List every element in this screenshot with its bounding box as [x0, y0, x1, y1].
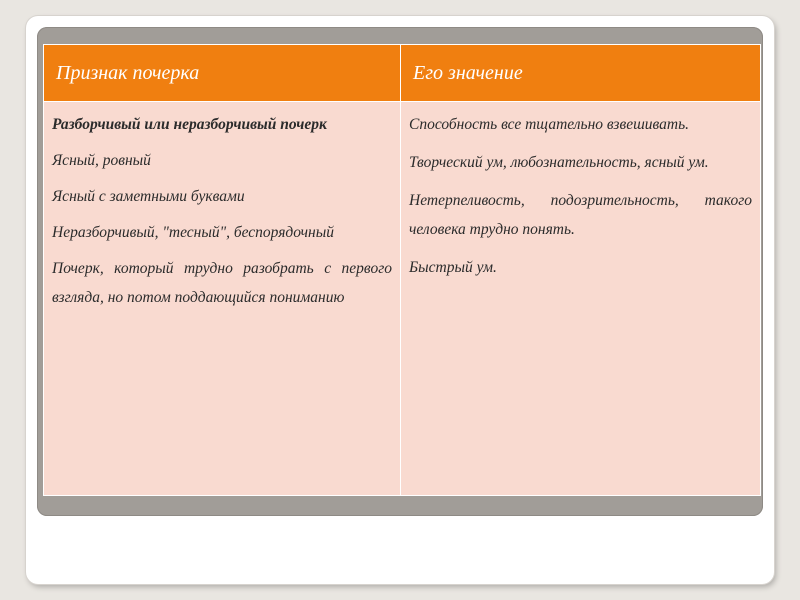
meaning-item: Нетерпеливость, подозрительность, такого человека трудно понять.	[409, 192, 752, 238]
table-header-row	[44, 45, 761, 102]
features-cell	[44, 102, 401, 496]
feature-item: Почерк, который трудно разобрать с первого взгляда, но потом поддающийся пониманию	[52, 260, 392, 306]
table-body-row	[44, 102, 761, 496]
header-handwriting-feature: Признак почерка	[44, 45, 401, 102]
meaning-item: Быстрый ум.	[409, 259, 497, 276]
handwriting-table	[43, 44, 761, 496]
feature-item: Разборчивый или неразборчивый почерк	[52, 116, 327, 133]
meanings-cell	[401, 102, 761, 496]
feature-item: Ясный, ровный	[52, 152, 151, 169]
header-meaning: Его значение	[401, 45, 761, 102]
meaning-item: Способность все тщательно взвешивать.	[409, 116, 690, 133]
feature-item: Ясный с заметными буквами	[52, 188, 245, 205]
feature-item: Неразборчивый, "тесный", беспорядочный	[52, 224, 334, 241]
meaning-item: Творческий ум, любознательность, ясный ум.	[409, 154, 709, 171]
